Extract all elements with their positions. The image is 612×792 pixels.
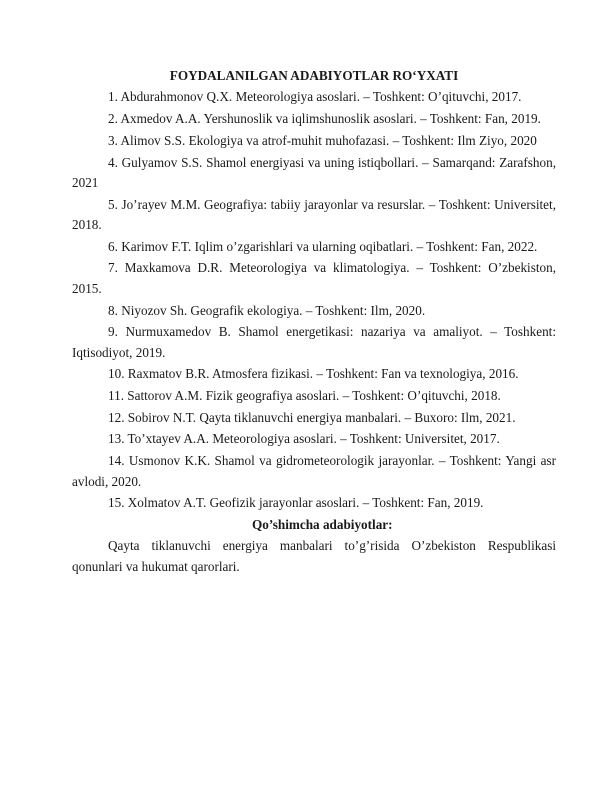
reference-item: 2. Axmedov A.A. Yershunoslik va iqlimshunoslik asoslari. – Toshkent: Fan, 2019. bbox=[108, 111, 541, 127]
reference-list bbox=[72, 87, 556, 513]
additional-literature-text: Qayta tiklanuvchi energiya manbalari to’g’risida O’zbekiston Respublikasi qonunlari va hukumat qarorlari. bbox=[72, 538, 556, 574]
reference-item: 11. Sattorov A.M. Fizik geografiya asoslari. – Toshkent: O’qituvchi, 2018. bbox=[108, 388, 501, 404]
reference-item: 6. Karimov F.T. Iqlim o’zgarishlari va ularning oqibatlari. – Toshkent: Fan, 2022. bbox=[108, 238, 538, 254]
reference-item: 7. Maxkamova D.R. Meteorologiya va klimatologiya. – Toshkent: O’zbekiston, 2015. bbox=[72, 260, 556, 296]
reference-item: 10. Raxmatov B.R. Atmosfera fizikasi. – Toshkent: Fan va texnologiya, 2016. bbox=[108, 366, 519, 382]
reference-item: 12. Sobirov N.T. Qayta tiklanuvchi energiya manbalari. – Buxoro: Ilm, 2021. bbox=[108, 409, 516, 425]
reference-item: 9. Nurmuxamedov B. Shamol energetikasi: nazariya va amaliyot. – Toshkent: Iqtisodiyot, 2019. bbox=[72, 324, 556, 360]
additional-literature-title: Qo’shimcha adabiyotlar: bbox=[252, 516, 393, 532]
reference-item: 1. Abdurahmonov Q.X. Meteorologiya asoslari. – Toshkent: O’qituvchi, 2017. bbox=[108, 89, 522, 105]
reference-item: 13. To’xtayev A.A. Meteorologiya asoslari. – Toshkent: Universitet, 2017. bbox=[108, 431, 500, 447]
reference-item: 14. Usmonov K.K. Shamol va gidrometeorologik jarayonlar. – Toshkent: Yangi asr avlodi, 2020. bbox=[72, 453, 556, 489]
reference-item: 5. Jo’rayev M.M. Geografiya: tabiiy jarayonlar va resurslar. – Toshkent: Universitet, 2018. bbox=[72, 196, 556, 233]
reference-item: 4. Gulyamov S.S. Shamol energiyasi va uning istiqbollari. – Samarqand: Zarafshon, 2021 bbox=[72, 154, 556, 190]
bibliography-title: FOYDALANILGAN ADABIYOTLAR RO‘YXATI bbox=[169, 68, 459, 83]
reference-item: 3. Alimov S.S. Ekologiya va atrof-muhit muhofazasi. – Toshkent: Ilm Ziyo, 2020 bbox=[108, 132, 537, 148]
reference-item: 15. Xolmatov A.T. Geofizik jarayonlar asoslari. – Toshkent: Fan, 2019. bbox=[108, 495, 484, 511]
document-content bbox=[72, 66, 556, 579]
reference-item: 8. Niyozov Sh. Geografik ekologiya. – Toshkent: Ilm, 2020. bbox=[108, 302, 426, 318]
